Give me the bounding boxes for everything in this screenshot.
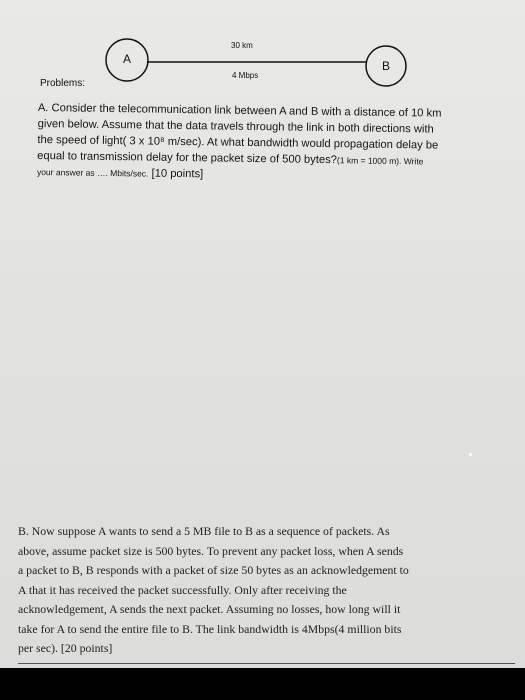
problem-b-line: acknowledgement, A sends the next packet. Assuming no losses, how long will it [18, 602, 401, 616]
node-b-label: B [381, 59, 390, 73]
speck [469, 453, 472, 456]
problem-a-line-text: equal to transmission delay for the packet size of 500 bytes? [37, 149, 338, 167]
problem-a-line: the speed of light( 3 x 10⁸ m/sec). At what bandwidth would propagation delay be [37, 133, 439, 152]
points-a: [10 points] [151, 167, 204, 181]
problem-a-line: given below. Assume that the data travels through the link in both directions with [37, 117, 434, 136]
problem-b-line: above, assume packet size is 500 bytes. To prevent any packet loss, when A sends [18, 543, 404, 558]
unit-note: (1 km = 1000 m). Write [336, 155, 424, 167]
divider [18, 663, 515, 664]
problem-b [18, 522, 513, 659]
problem-b-line: a packet to B, B responds with a packet of size 50 bytes as an acknowledgement to [18, 563, 409, 577]
problem-b-line: A that it has received the packet successfully. Only after receiving the [18, 582, 347, 597]
problem-b-line: per sec). [20 points] [18, 641, 113, 655]
answer-format: your answer as …. Mbits/sec. [36, 166, 149, 179]
problem-a [37, 100, 493, 186]
problem-b-line: take for A to send the entire file to B. The link bandwidth is 4Mbps(4 million bits [18, 621, 402, 636]
node-a-label: A [122, 52, 131, 66]
problem-a-line: A. Consider the telecommunication link between A and B with a distance of 10 km [37, 101, 442, 120]
bandwidth-label: 4 Mbps [232, 71, 259, 80]
problems-heading: Problems: [40, 78, 86, 89]
problem-b-line: B. Now suppose A wants to send a 5 MB file to B as a sequence of packets. As [18, 524, 390, 538]
distance-label: 30 km [231, 41, 253, 50]
